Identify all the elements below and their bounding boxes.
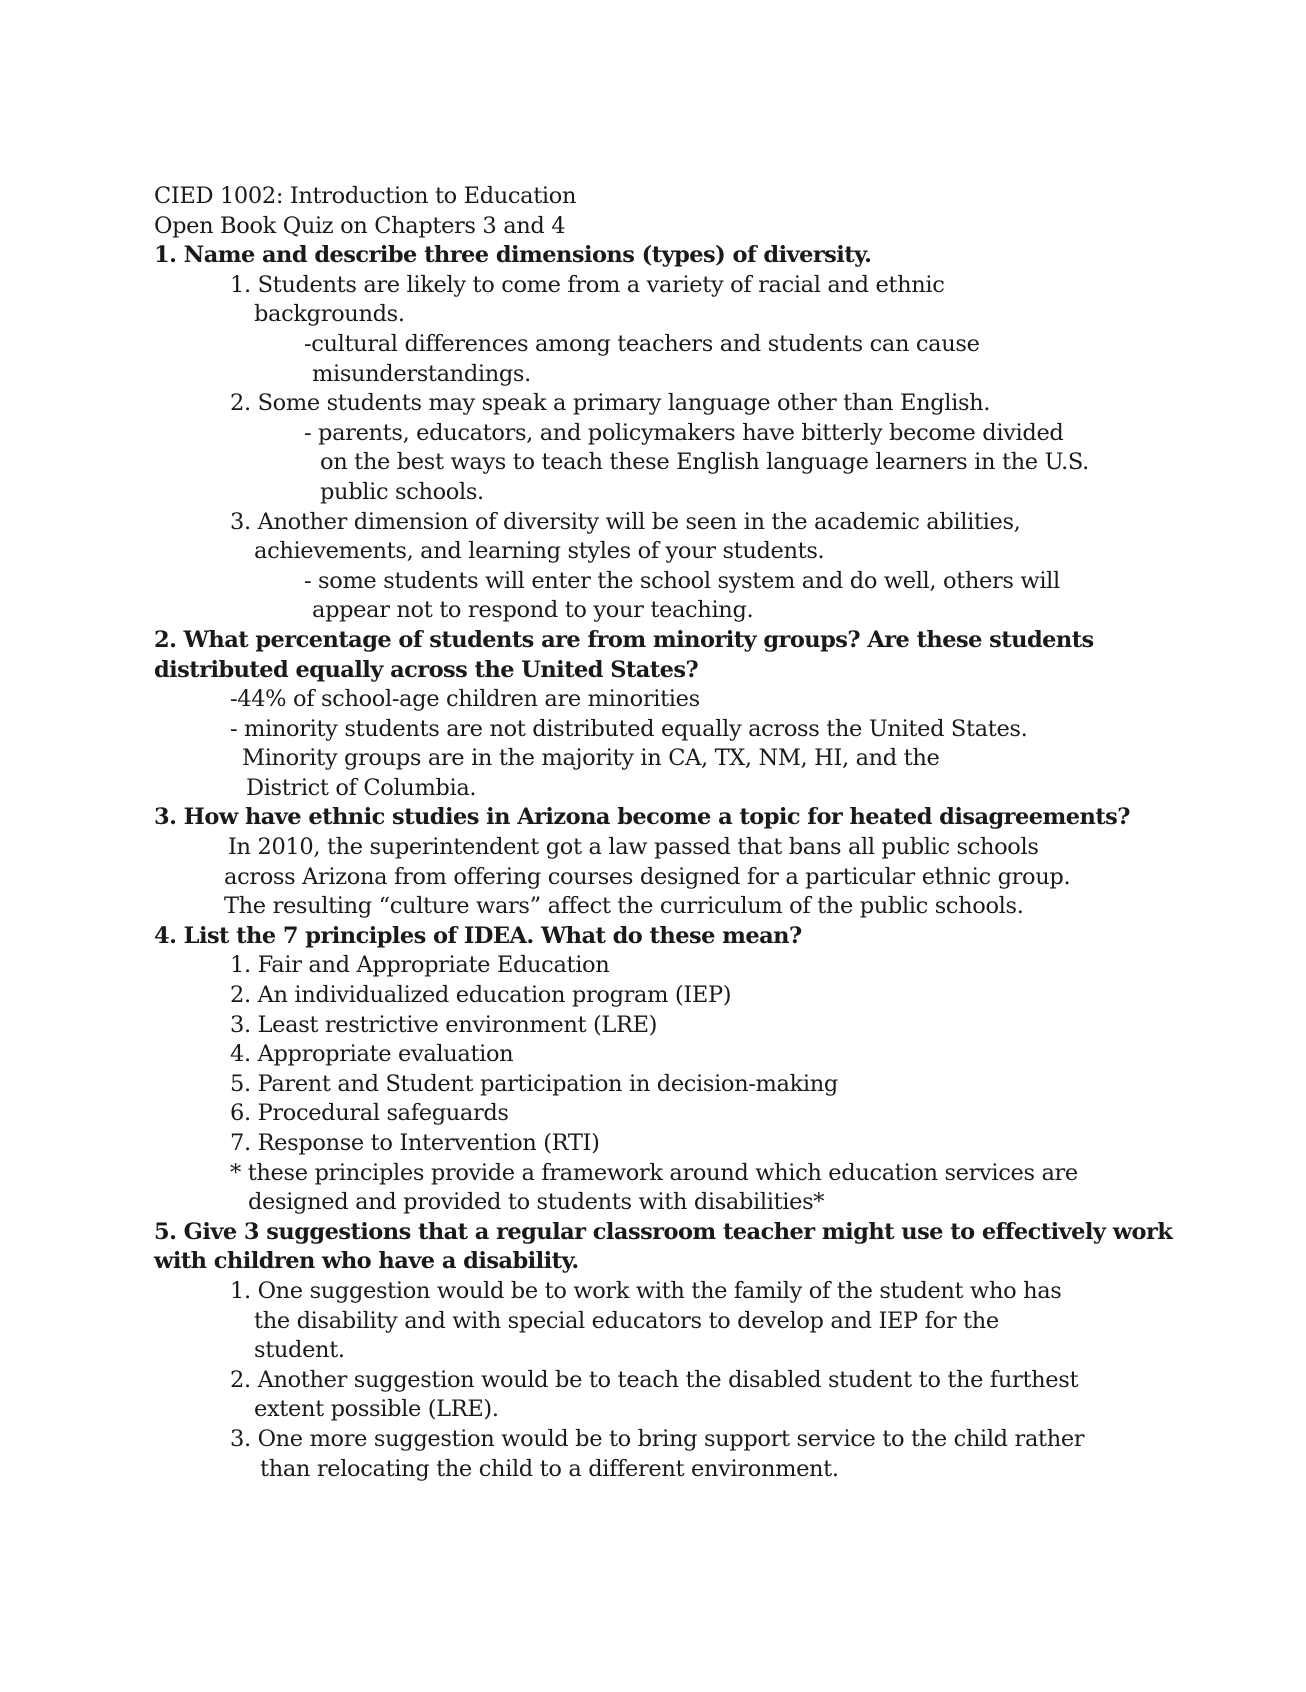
question-5-heading: 5. Give 3 suggestions that a regular classroom teacher might use to effectively work xyxy=(154,1218,1173,1245)
answer-line: - parents, educators, and policymakers have bitterly become divided xyxy=(304,419,1064,446)
list-item: 2. An individualized education program (IEP) xyxy=(230,982,732,1009)
answer-line: misunderstandings. xyxy=(312,360,531,387)
course-title: CIED 1002: Introduction to Education xyxy=(154,183,577,209)
answer-line: 1. Students are likely to come from a variety of racial and ethnic xyxy=(230,271,945,298)
list-item: 3. Least restrictive environment (LRE) xyxy=(230,1011,658,1038)
question-3-heading: 3. How have ethnic studies in Arizona become a topic for heated disagreements? xyxy=(154,804,1130,831)
answer-line: 1. One suggestion would be to work with the family of the student who has xyxy=(230,1277,1062,1304)
answer-line: student. xyxy=(254,1337,345,1364)
answer-line: 3. One more suggestion would be to bring support service to the child rather xyxy=(230,1425,1085,1452)
list-item: 6. Procedural safeguards xyxy=(230,1100,509,1127)
answer-line: public schools. xyxy=(320,478,484,505)
answer-line: 2. Some students may speak a primary language other than English. xyxy=(230,390,991,417)
list-item: 4. Appropriate evaluation xyxy=(230,1041,514,1068)
answer-line: achievements, and learning styles of your students. xyxy=(254,538,825,565)
answer-line: backgrounds. xyxy=(254,301,405,328)
answer-line: -44% of school-age children are minorities xyxy=(230,686,700,713)
answer-line: 3. Another dimension of diversity will be seen in the academic abilities, xyxy=(230,508,1021,535)
answer-line: extent possible (LRE). xyxy=(254,1396,499,1423)
answer-line: across Arizona from offering courses designed for a particular ethnic group. xyxy=(224,863,1071,890)
answer-line: - minority students are not distributed equally across the United States. xyxy=(230,715,1028,742)
answer-line: The resulting “culture wars” affect the curriculum of the public schools. xyxy=(224,893,1024,920)
answer-line: the disability and with special educators to develop and IEP for the xyxy=(254,1307,999,1334)
answer-note-cont: designed and provided to students with disabilities* xyxy=(248,1189,825,1216)
question-4-heading: 4. List the 7 principles of IDEA. What do these mean? xyxy=(154,922,802,949)
list-item: 1. Fair and Appropriate Education xyxy=(230,952,610,979)
answer-line: -cultural differences among teachers and students can cause xyxy=(304,330,980,357)
question-2-heading: 2. What percentage of students are from minority groups? Are these students xyxy=(154,626,1094,653)
question-5-heading-cont: with children who have a disability. xyxy=(154,1248,579,1275)
quiz-document xyxy=(154,182,1173,1484)
question-1-heading: 1. Name and describe three dimensions (types) of diversity. xyxy=(154,242,872,269)
question-2-heading-cont: distributed equally across the United States? xyxy=(154,656,699,683)
list-item: 5. Parent and Student participation in decision-making xyxy=(230,1070,838,1097)
answer-line: appear not to respond to your teaching. xyxy=(312,597,754,624)
answer-line: In 2010, the superintendent got a law passed that bans all public schools xyxy=(228,834,1039,861)
answer-line: District of Columbia. xyxy=(246,774,477,801)
answer-line: than relocating the child to a different environment. xyxy=(260,1455,839,1482)
list-item: 7. Response to Intervention (RTI) xyxy=(230,1130,600,1156)
answer-line: - some students will enter the school system and do well, others will xyxy=(304,567,1060,594)
answer-line: Minority groups are in the majority in CA, TX, NM, HI, and the xyxy=(242,745,940,772)
answer-line: on the best ways to teach these English language learners in the U.S. xyxy=(320,449,1089,476)
answer-note: * these principles provide a framework around which education services are xyxy=(230,1159,1078,1186)
answer-line: 2. Another suggestion would be to teach the disabled student to the furthest xyxy=(230,1366,1079,1393)
quiz-subtitle: Open Book Quiz on Chapters 3 and 4 xyxy=(154,212,566,239)
